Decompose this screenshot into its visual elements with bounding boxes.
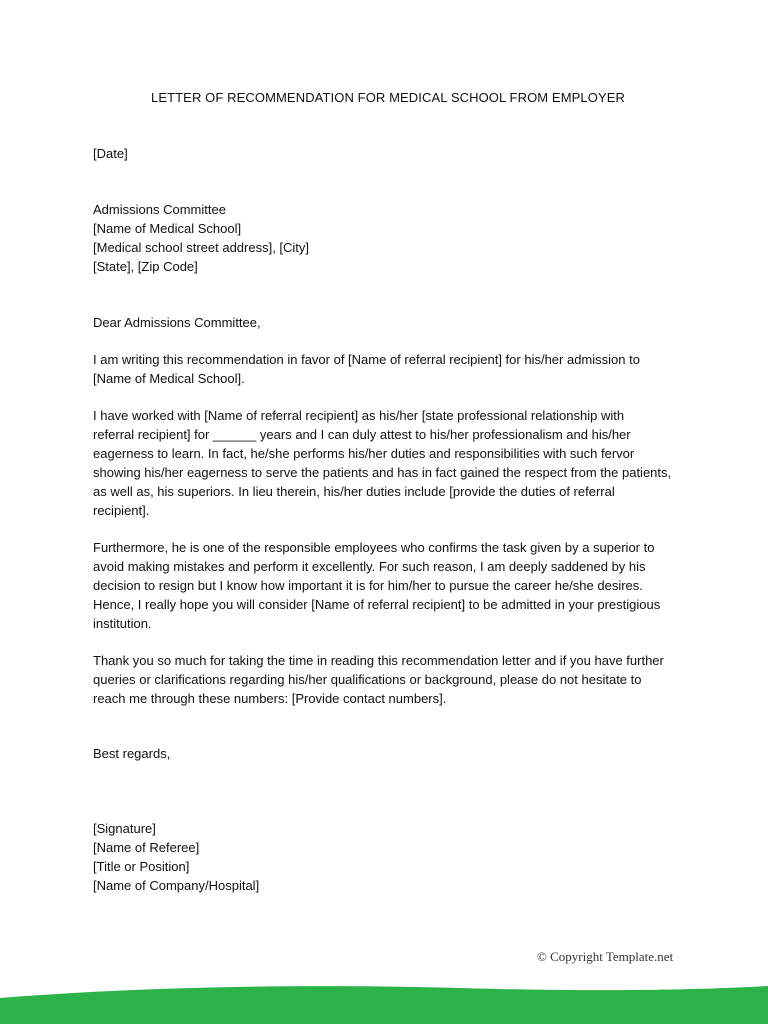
paragraph-experience (93, 406, 683, 520)
letter-body (93, 88, 683, 893)
paragraph-line: Thank you so much for taking the time in reading this recommendation letter and if you have further (93, 653, 664, 668)
signature-line: [Signature] (93, 821, 156, 836)
paragraph-thanks (93, 651, 683, 708)
closing (93, 744, 170, 763)
letter-title: LETTER OF RECOMMENDATION FOR MEDICAL SCHOOL FROM EMPLOYER (151, 90, 625, 105)
paragraph-line: I have worked with [Name of referral recipient] as his/her [state professional relationship with (93, 408, 625, 423)
paragraph-line: reach me through these numbers: [Provide contact numbers]. (93, 691, 447, 706)
paragraph-furthermore (93, 538, 683, 633)
address-line: [State], [Zip Code] (93, 259, 198, 274)
paragraph-line: showing his/her eagerness to serve the patients and has in fact gained the respect from the patients, (93, 465, 672, 480)
referee-name-line: [Name of Referee] (93, 840, 200, 855)
paragraph-line: institution. (93, 616, 152, 631)
copyright-notice: © Copyright Template.net (537, 949, 674, 964)
paragraph-line: eagerness to learn. In fact, he/she performs his/her duties and responsibilities with such fervor (93, 446, 635, 461)
address-line: [Name of Medical School] (93, 221, 242, 236)
footer-green-band (0, 980, 768, 1024)
paragraph-line: [Name of Medical School]. (93, 371, 245, 386)
paragraph-line: Furthermore, he is one of the responsible employees who confirms the task given by a superior to (93, 540, 655, 555)
footer-band-shape (0, 986, 768, 1024)
paragraph-line: decision to resign but I know how important it is for him/her to pursue the career he/she desires. (93, 578, 643, 593)
paragraph-line: referral recipient] for ______ years and I can duly attest to his/her professionalism and his/her (93, 427, 631, 442)
salutation (93, 313, 261, 332)
paragraph-intro (93, 350, 683, 388)
paragraph-line: avoid making mistakes and perform it excellently. For such reason, I am deeply saddened by his (93, 559, 646, 574)
salutation-text: Dear Admissions Committee, (93, 315, 261, 330)
paragraph-line: I am writing this recommendation in favor of [Name of referral recipient] for his/her admission to (93, 352, 640, 367)
paragraph-line: Hence, I really hope you will consider [Name of referral recipient] to be admitted in your prestigious (93, 597, 661, 612)
paragraph-line: queries or clarifications regarding his/her qualifications or background, please do not hesitate to (93, 672, 642, 687)
address-line: [Medical school street address], [City] (93, 240, 310, 255)
signature-block (93, 819, 259, 895)
paragraph-line: as well as, his superiors. In lieu therein, his/her duties include [provide the duties of referral (93, 484, 615, 499)
address-line: Admissions Committee (93, 202, 226, 217)
title-position-line: [Title or Position] (93, 859, 190, 874)
date-placeholder: [Date] (93, 146, 128, 161)
paragraph-line: recipient]. (93, 503, 150, 518)
closing-text: Best regards, (93, 746, 171, 761)
company-line: [Name of Company/Hospital] (93, 878, 260, 893)
date-line (93, 144, 128, 163)
recipient-address (93, 200, 309, 276)
